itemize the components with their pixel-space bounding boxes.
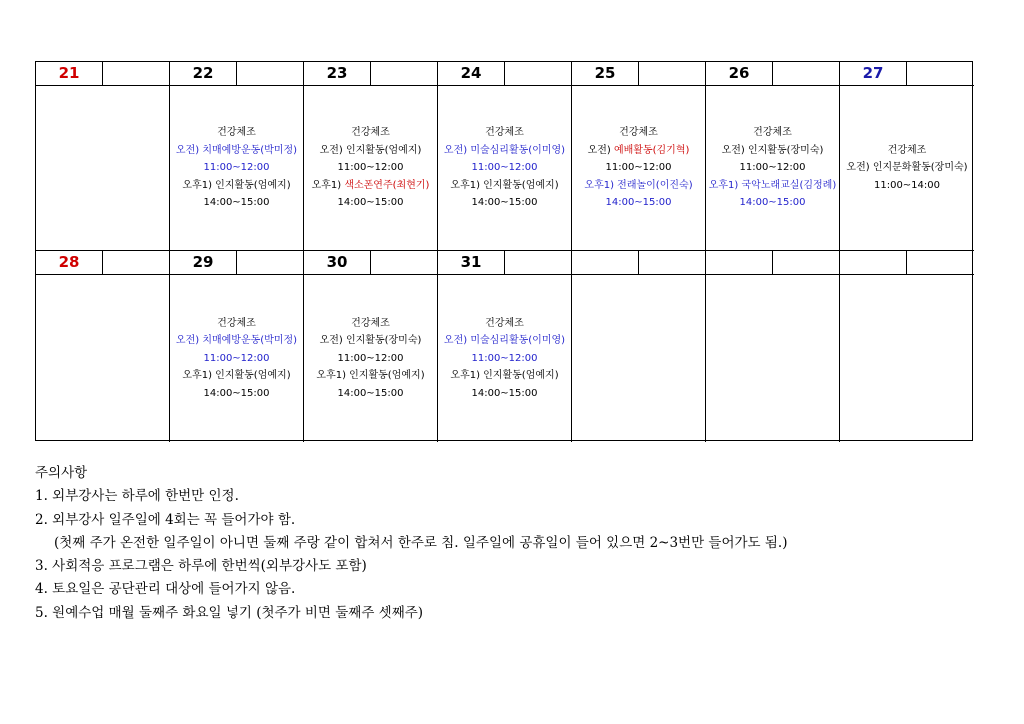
day-schedule [170,275,304,442]
day-schedule [840,275,974,442]
day-schedule [706,275,840,442]
schedule-line: 건강체조 [351,127,390,139]
schedule-line: 건강체조 [217,317,256,329]
schedule-line: 11:00~12:00 [471,352,538,364]
day-number: 22 [170,62,237,85]
schedule-line: 오전) 치매예방운동(박미정) [175,144,298,156]
day-header-blank [773,251,839,274]
day-header [170,62,304,86]
day-schedule [438,86,572,251]
schedule-line: 11:00~12:00 [605,162,672,174]
day-schedule [840,86,974,251]
notes-section [35,462,995,625]
schedule-line: 오전) 치매예방운동(박미정) [175,335,298,347]
schedule-line: 11:00~14:00 [873,179,940,191]
day-number: 30 [304,251,371,274]
schedule-line: 11:00~12:00 [337,162,404,174]
day-header [170,251,304,275]
day-header [840,251,974,275]
day-schedule [438,275,572,442]
day-header-blank [371,62,437,85]
schedule-line [312,177,430,195]
schedule-line: 오전) 미술심리활동(이미영) [443,144,566,156]
schedule-line: 오후1) 인지활동(엄예지) [182,370,291,382]
schedule-line: 건강체조 [887,144,927,156]
schedule-calendar [35,61,973,441]
day-number: 31 [438,251,505,274]
day-schedule [706,86,840,251]
schedule-line: 오후1) 국악노래교실(김정례) [708,179,837,191]
day-number: 29 [170,251,237,274]
day-schedule [36,275,170,442]
note-item-2: 2. 외부강사 일주일에 4회는 꼭 들어가야 함. [35,511,296,528]
day-number: 27 [840,62,907,85]
day-header-blank [639,251,705,274]
schedule-line: 오후1) 인지활동(엄예지) [450,179,559,191]
schedule-line: 건강체조 [351,317,390,329]
day-schedule [304,86,438,251]
schedule-line: 14:00~15:00 [337,387,404,399]
schedule-line: 11:00~12:00 [739,162,806,174]
schedule-line-highlight: 색소폰연주(최현기) [344,179,430,191]
day-schedule [36,86,170,251]
day-header-blank [371,251,437,274]
schedule-line: 오후1) 전래놀이(이진숙) [584,179,693,191]
day-number [706,251,773,274]
note-item-2-detail: (첫째 주가 온전한 일주일이 아니면 둘째 주랑 같이 합쳐서 한주로 침. 일주일에 공휴일이 들어 있으면 2~3번만 들어가도 됨.) [54,534,788,551]
schedule-line: 14:00~15:00 [739,197,806,209]
day-header [572,251,706,275]
schedule-line: 오후1) 인지활동(엄예지) [182,179,291,191]
day-header-blank [907,251,974,274]
note-item-5: 5. 원예수업 매월 둘째주 화요일 넣기 (첫주가 비면 둘째주 셋째주) [35,604,424,621]
day-header-blank [237,251,303,274]
notes-title: 주의사항 [35,465,88,481]
schedule-line-highlight: 예배활동(김기혁) [613,144,690,156]
schedule-line: 건강체조 [485,127,524,139]
day-header-blank [773,62,839,85]
schedule-line [588,142,690,160]
schedule-line: 11:00~12:00 [203,162,270,174]
schedule-line: 오전) 미술심리활동(이미영) [443,335,566,347]
schedule-line: 11:00~12:00 [337,352,404,364]
schedule-line: 오후1) 인지활동(엄예지) [450,370,559,382]
day-schedule [572,86,706,251]
schedule-line: 건강체조 [619,127,658,139]
day-header-blank [237,62,303,85]
day-header [304,62,438,86]
schedule-line: 14:00~15:00 [471,387,538,399]
day-header [706,62,840,86]
day-header [438,251,572,275]
day-number: 21 [36,62,103,85]
day-header-blank [505,62,571,85]
schedule-line-prefix: 오후1) [311,179,345,191]
day-header [36,62,170,86]
day-schedule [572,275,706,442]
day-header [840,62,974,86]
day-number: 25 [572,62,639,85]
note-item-3: 3. 사회적응 프로그램은 하루에 한번씩(외부강사도 포함) [35,558,367,575]
day-schedule [170,86,304,251]
day-header-blank [103,62,169,85]
day-number [572,251,639,274]
day-header-blank [505,251,571,274]
schedule-line: 오전) 인지문화활동(장미숙) [846,162,968,174]
day-header [304,251,438,275]
day-header [438,62,572,86]
note-item-4: 4. 토요일은 공단관리 대상에 들어가지 않음. [35,581,296,598]
day-number: 28 [36,251,103,274]
schedule-line: 오전) 인지활동(장미숙) [319,335,422,347]
schedule-line: 11:00~12:00 [471,162,538,174]
day-header-blank [907,62,974,85]
day-number: 23 [304,62,371,85]
day-header [706,251,840,275]
day-number: 24 [438,62,505,85]
schedule-line-prefix: 오전) [587,144,614,156]
day-number: 26 [706,62,773,85]
day-header [572,62,706,86]
day-header [36,251,170,275]
schedule-line: 건강체조 [485,317,524,329]
day-schedule [304,275,438,442]
day-number [840,251,907,274]
note-item-1: 1. 외부강사는 하루에 한번만 인정. [35,488,239,505]
schedule-line: 11:00~12:00 [203,352,270,364]
schedule-line: 건강체조 [753,127,792,139]
day-header-blank [639,62,705,85]
schedule-line: 오전) 인지활동(장미숙) [721,144,824,156]
schedule-line: 14:00~15:00 [471,197,538,209]
schedule-line: 건강체조 [217,127,256,139]
schedule-line: 14:00~15:00 [605,197,672,209]
day-header-blank [103,251,169,274]
schedule-line: 14:00~15:00 [203,197,270,209]
schedule-line: 오후1) 인지활동(엄예지) [316,370,425,382]
schedule-line: 14:00~15:00 [203,387,270,399]
schedule-line: 오전) 인지활동(엄예지) [319,144,422,156]
schedule-line: 14:00~15:00 [337,197,404,209]
